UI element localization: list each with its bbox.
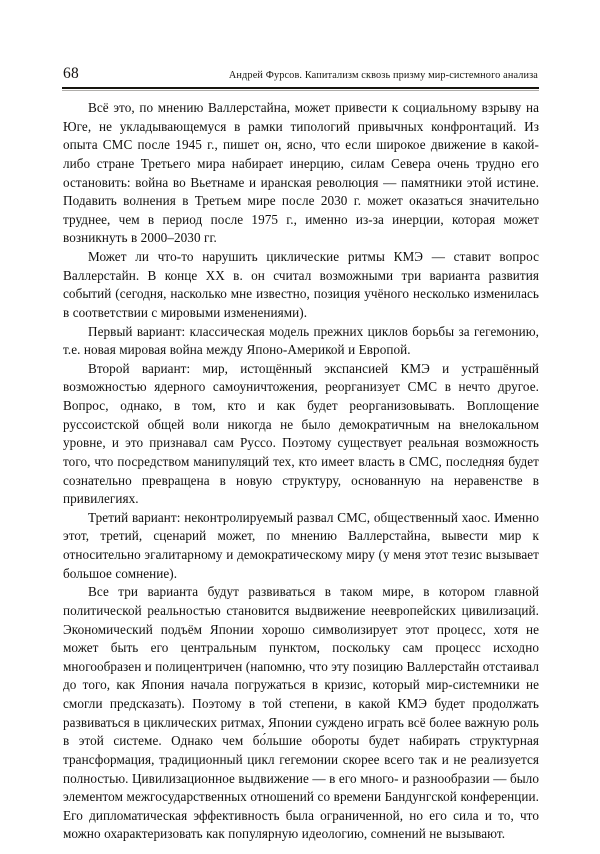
- running-title: Андрей Фурсов. Капитализм сквозь призму мир-системного анализа: [228, 70, 538, 81]
- paragraph: Всё это, по мнению Валлерстайна, может привести к социальному взрыву на Юге, не укладывающемуся в рамки типологий привычных конфронтаций. Из опыта СМС после 1945 г., пишет он, ясно, что если широкое движение в какой-либо стране Третьего мира набирает инерцию, силам Севера очень трудно его остановить: война во Вьетнаме и иранская революция — памятники этой истине. Подавить волнения в Третьем мире после 2030 г. может оказаться значительно труднее, чем в период после 1975 г., именно из-за инерции, которая может возникнуть в 2000–2030 гг.: [63, 100, 539, 246]
- paragraph: Все три варианта будут развиваться в таком мире, в котором главной политической реальностью становится выдвижение неевропейских цивилизаций. Экономический подъём Японии хорошо символизирует этот процесс, хотя не может быть его центральным пунктом, поскольку сам процесс исходно многообразен и полицентричен (напомню, что эту позицию Валлерстайн отстаивал до того, как Япония начала погружаться в кризис, который мир-системники не смогли предсказать). Поэтому в той степени, в какой КМЭ будет продолжать развиваться в циклических ритмах, Японии суждено играть всё более важную роль в этой системе. Однако чем бо́льшие обороты будет набирать структурная трансформация, традиционный цикл гегемонии скорее всего так и не реализуется полностью. Цивилизационное выдвижение — в его много- и разнообразии — было элементом межгосударственных отношений со времени Бандунгской конференции. Его дипломатическая эффективность была ограниченной, но его сила и то, что можно охарактеризовать как популярную идеологию, сомнений не вызывают.: [63, 584, 539, 842]
- paragraph: Может ли что-то нарушить циклические ритмы КМЭ — ставит вопрос Валлерстайн. В конце XX в. он считал возможными три варианта развития событий (сегодня, насколько мне известно, позиция учёного несколько изменилась в соответствии с мировыми изменениями).: [63, 249, 539, 320]
- body-text-block: [63, 99, 539, 844]
- paragraph: Второй вариант: мир, истощённый экспансией КМЭ и устрашённый возможностью ядерного самоуничтожения, реорганизует СМС в нечто другое. Вопрос, однако, в том, кто и как будет реорганизовывать. Воплощение руссоистской общей воли никогда не было демократичным на внелокальном уровне, и это признавал сам Руссо. Поэтому существует реальная возможность того, что посредством манипуляций тех, кто имеет власть в СМС, последняя будет сознательно превращена в новую структуру, основанную на неравенстве в привилегиях.: [63, 360, 539, 507]
- page-number: 68: [63, 65, 79, 82]
- running-head: [63, 66, 538, 88]
- paragraph: Третий вариант: неконтролируемый развал СМС, общественный хаос. Именно этот, третий, сценарий может, по мнению Валлерстайна, вывести мир к относительно эгалитарному и демократическому миру (у меня этот тезис вызывает большое сомнение).: [63, 509, 539, 581]
- header-rule-shadow: [62, 90, 539, 91]
- paragraph: Первый вариант: классическая модель прежних циклов борьбы за гегемонию, т.е. новая мировая война между Японо-Америкой и Европой.: [63, 323, 539, 358]
